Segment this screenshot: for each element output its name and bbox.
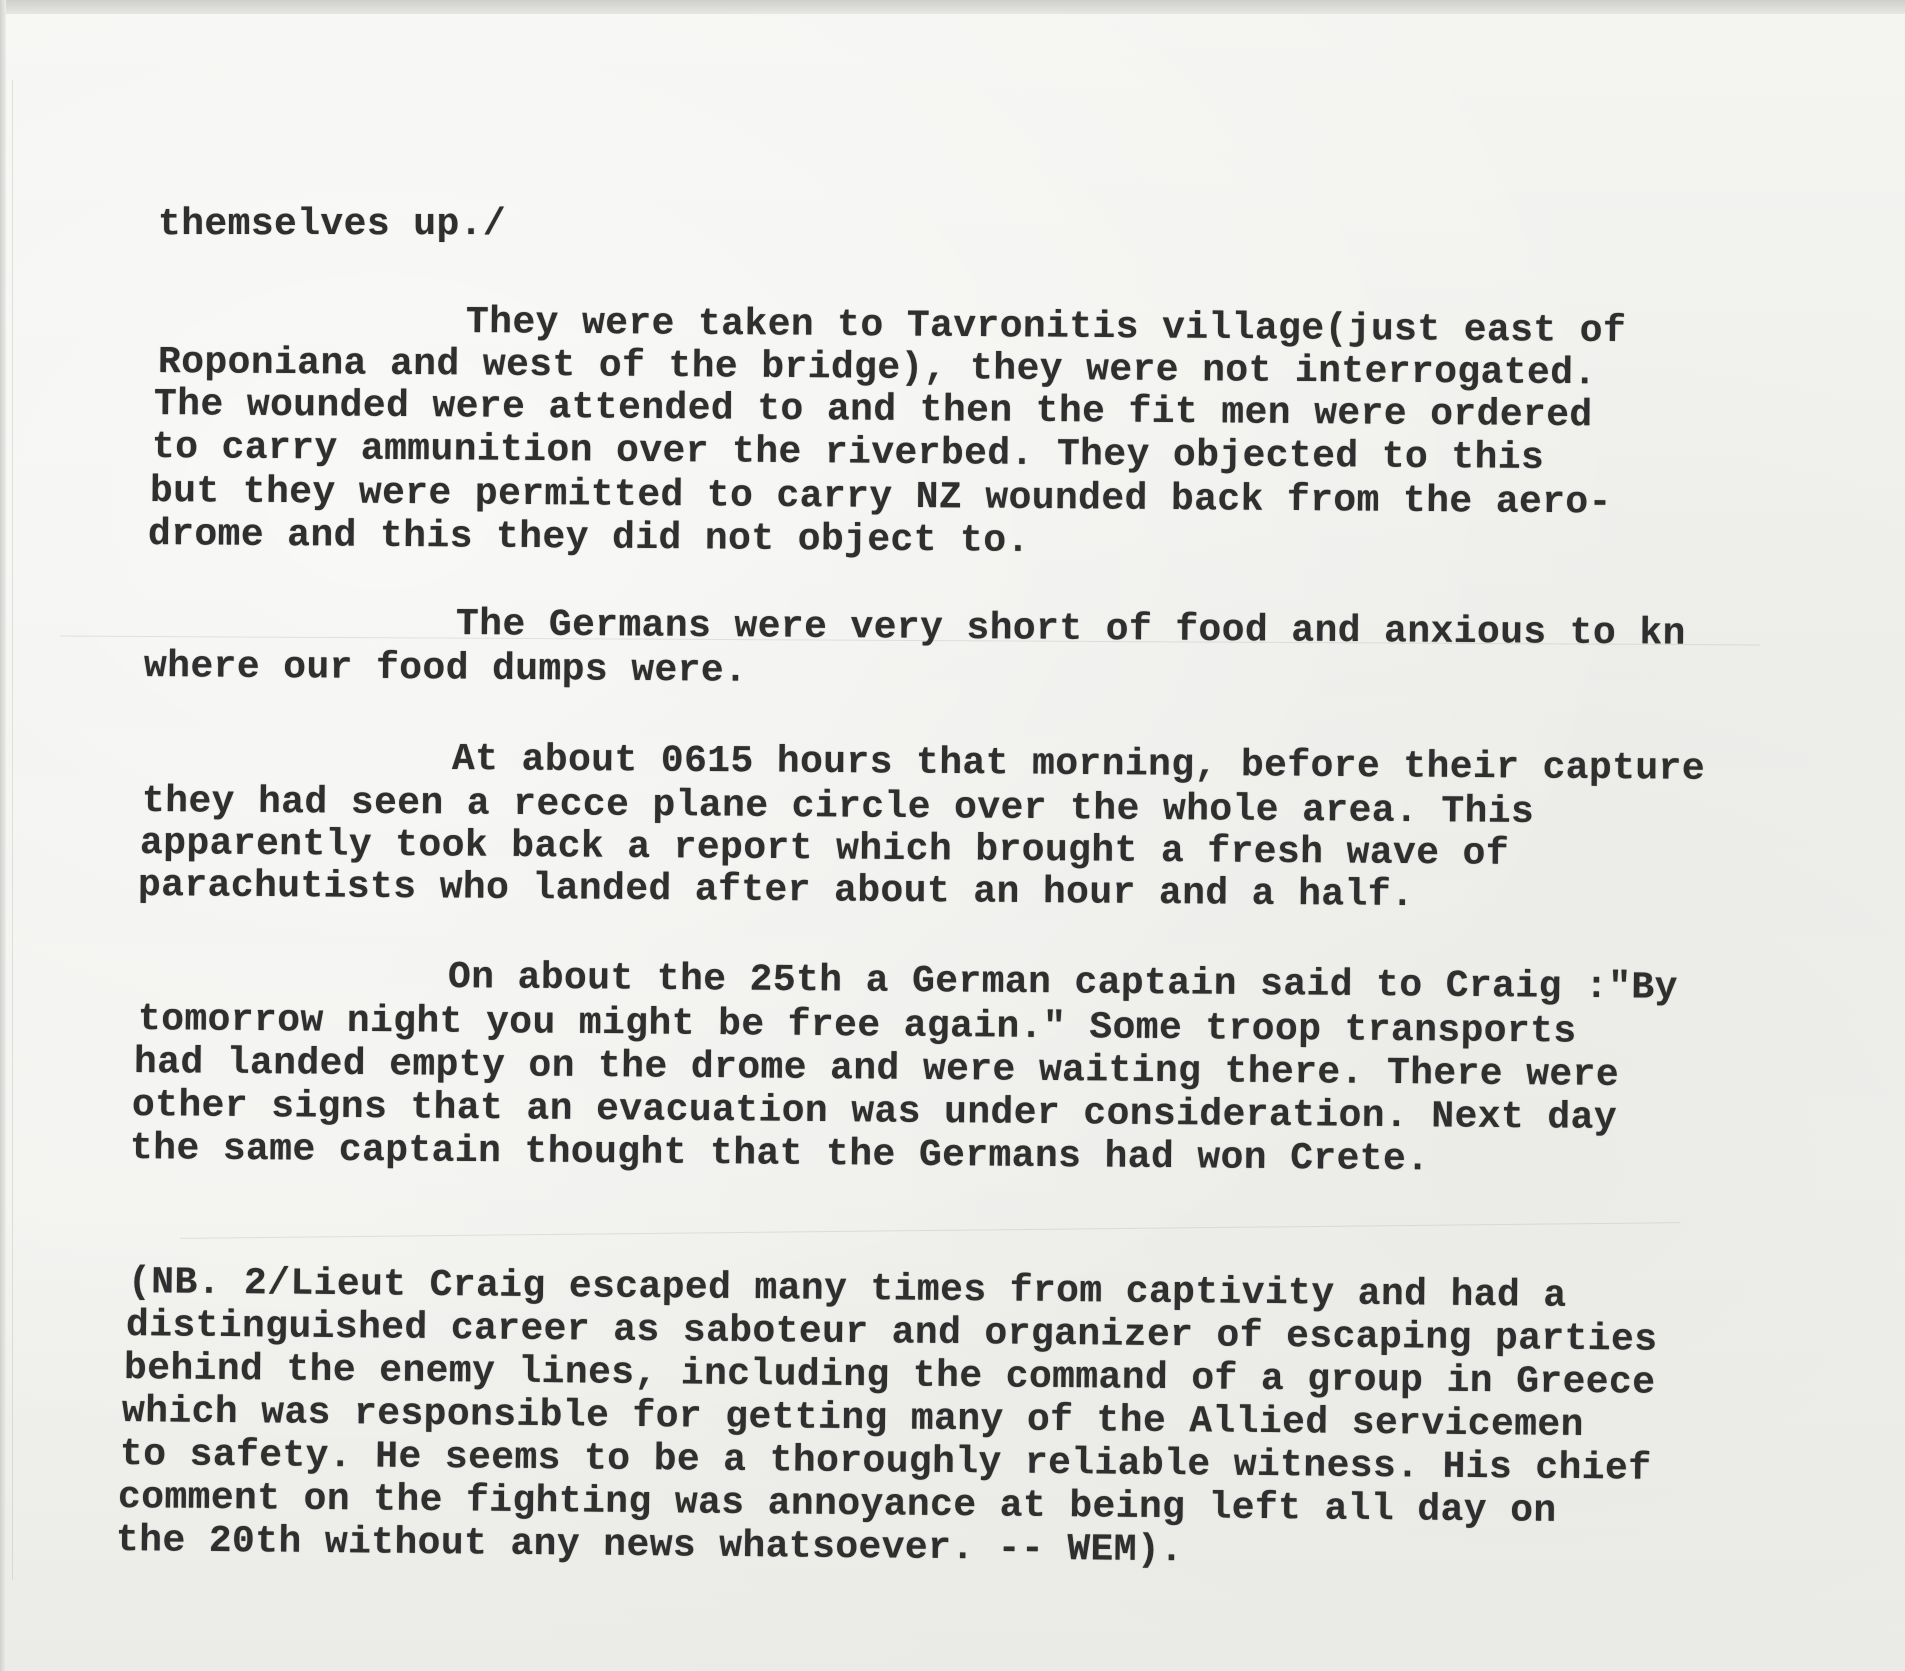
- paragraph-line: to carry ammunition over the riverbed. They objected to this: [151, 426, 1545, 480]
- paragraph-line: The Germans were very short of food and anxious to kn: [455, 603, 1686, 656]
- paragraph-line: had landed empty on the drome and were waiting there. There were: [133, 1041, 1620, 1097]
- page-left-edge: [0, 0, 6, 1671]
- paragraph-line: parachutists who landed after about an hour and a half.: [137, 864, 1415, 918]
- paragraph-line: Roponiana and west of the bridge), they were not interrogated.: [157, 341, 1597, 396]
- paragraph-line: At about 0615 hours that morning, before their capture: [451, 738, 1706, 791]
- paragraph-line: tomorrow night you might be free again." Some troop transports: [137, 998, 1577, 1054]
- note-line: which was responsible for getting many of the Allied servicemen: [121, 1390, 1584, 1448]
- paper-crease: [12, 80, 13, 1580]
- paper-crease: [180, 1222, 1680, 1239]
- paragraph-line: apparently took back a report which brought a fresh wave of: [139, 822, 1510, 876]
- paragraph-line: they had seen a recce plane circle over the whole area. This: [141, 780, 1535, 834]
- note-line: distinguished career as saboteur and organizer of escaping parties: [125, 1304, 1658, 1362]
- note-line: (NB. 2/Lieut Craig escaped many times from captivity and had a: [127, 1261, 1567, 1318]
- paragraph-line: The wounded were attended to and then the fit men were ordered: [153, 383, 1593, 438]
- paragraph-line: the same captain thought that the Germans had won Crete.: [129, 1127, 1430, 1182]
- paragraph-line: They were taken to Tavronitis village(just east of: [465, 301, 1627, 354]
- note-line: the 20th without any news whatsoever. -- WEM).: [115, 1519, 1184, 1573]
- page-top-edge: [0, 0, 1905, 14]
- note-line: to safety. He seems to be a thoroughly reliable witness. His chief: [119, 1433, 1652, 1491]
- note-line: behind the enemy lines, including the command of a group in Greece: [123, 1347, 1656, 1405]
- paragraph-line: where our food dumps were.: [143, 645, 748, 693]
- paragraph-line: On about the 25th a German captain said to Craig :"By: [447, 956, 1678, 1010]
- paragraph-line: other signs that an evacuation was under consideration. Next day: [131, 1084, 1618, 1140]
- note-line: comment on the fighting was annoyance at being left all day on: [117, 1476, 1557, 1533]
- continuation-line: themselves up./: [158, 203, 507, 246]
- paragraph-line: but they were permitted to carry NZ wounded back from the aero-: [149, 470, 1612, 525]
- paragraph-line: drome and this they did not object to.: [147, 513, 1030, 563]
